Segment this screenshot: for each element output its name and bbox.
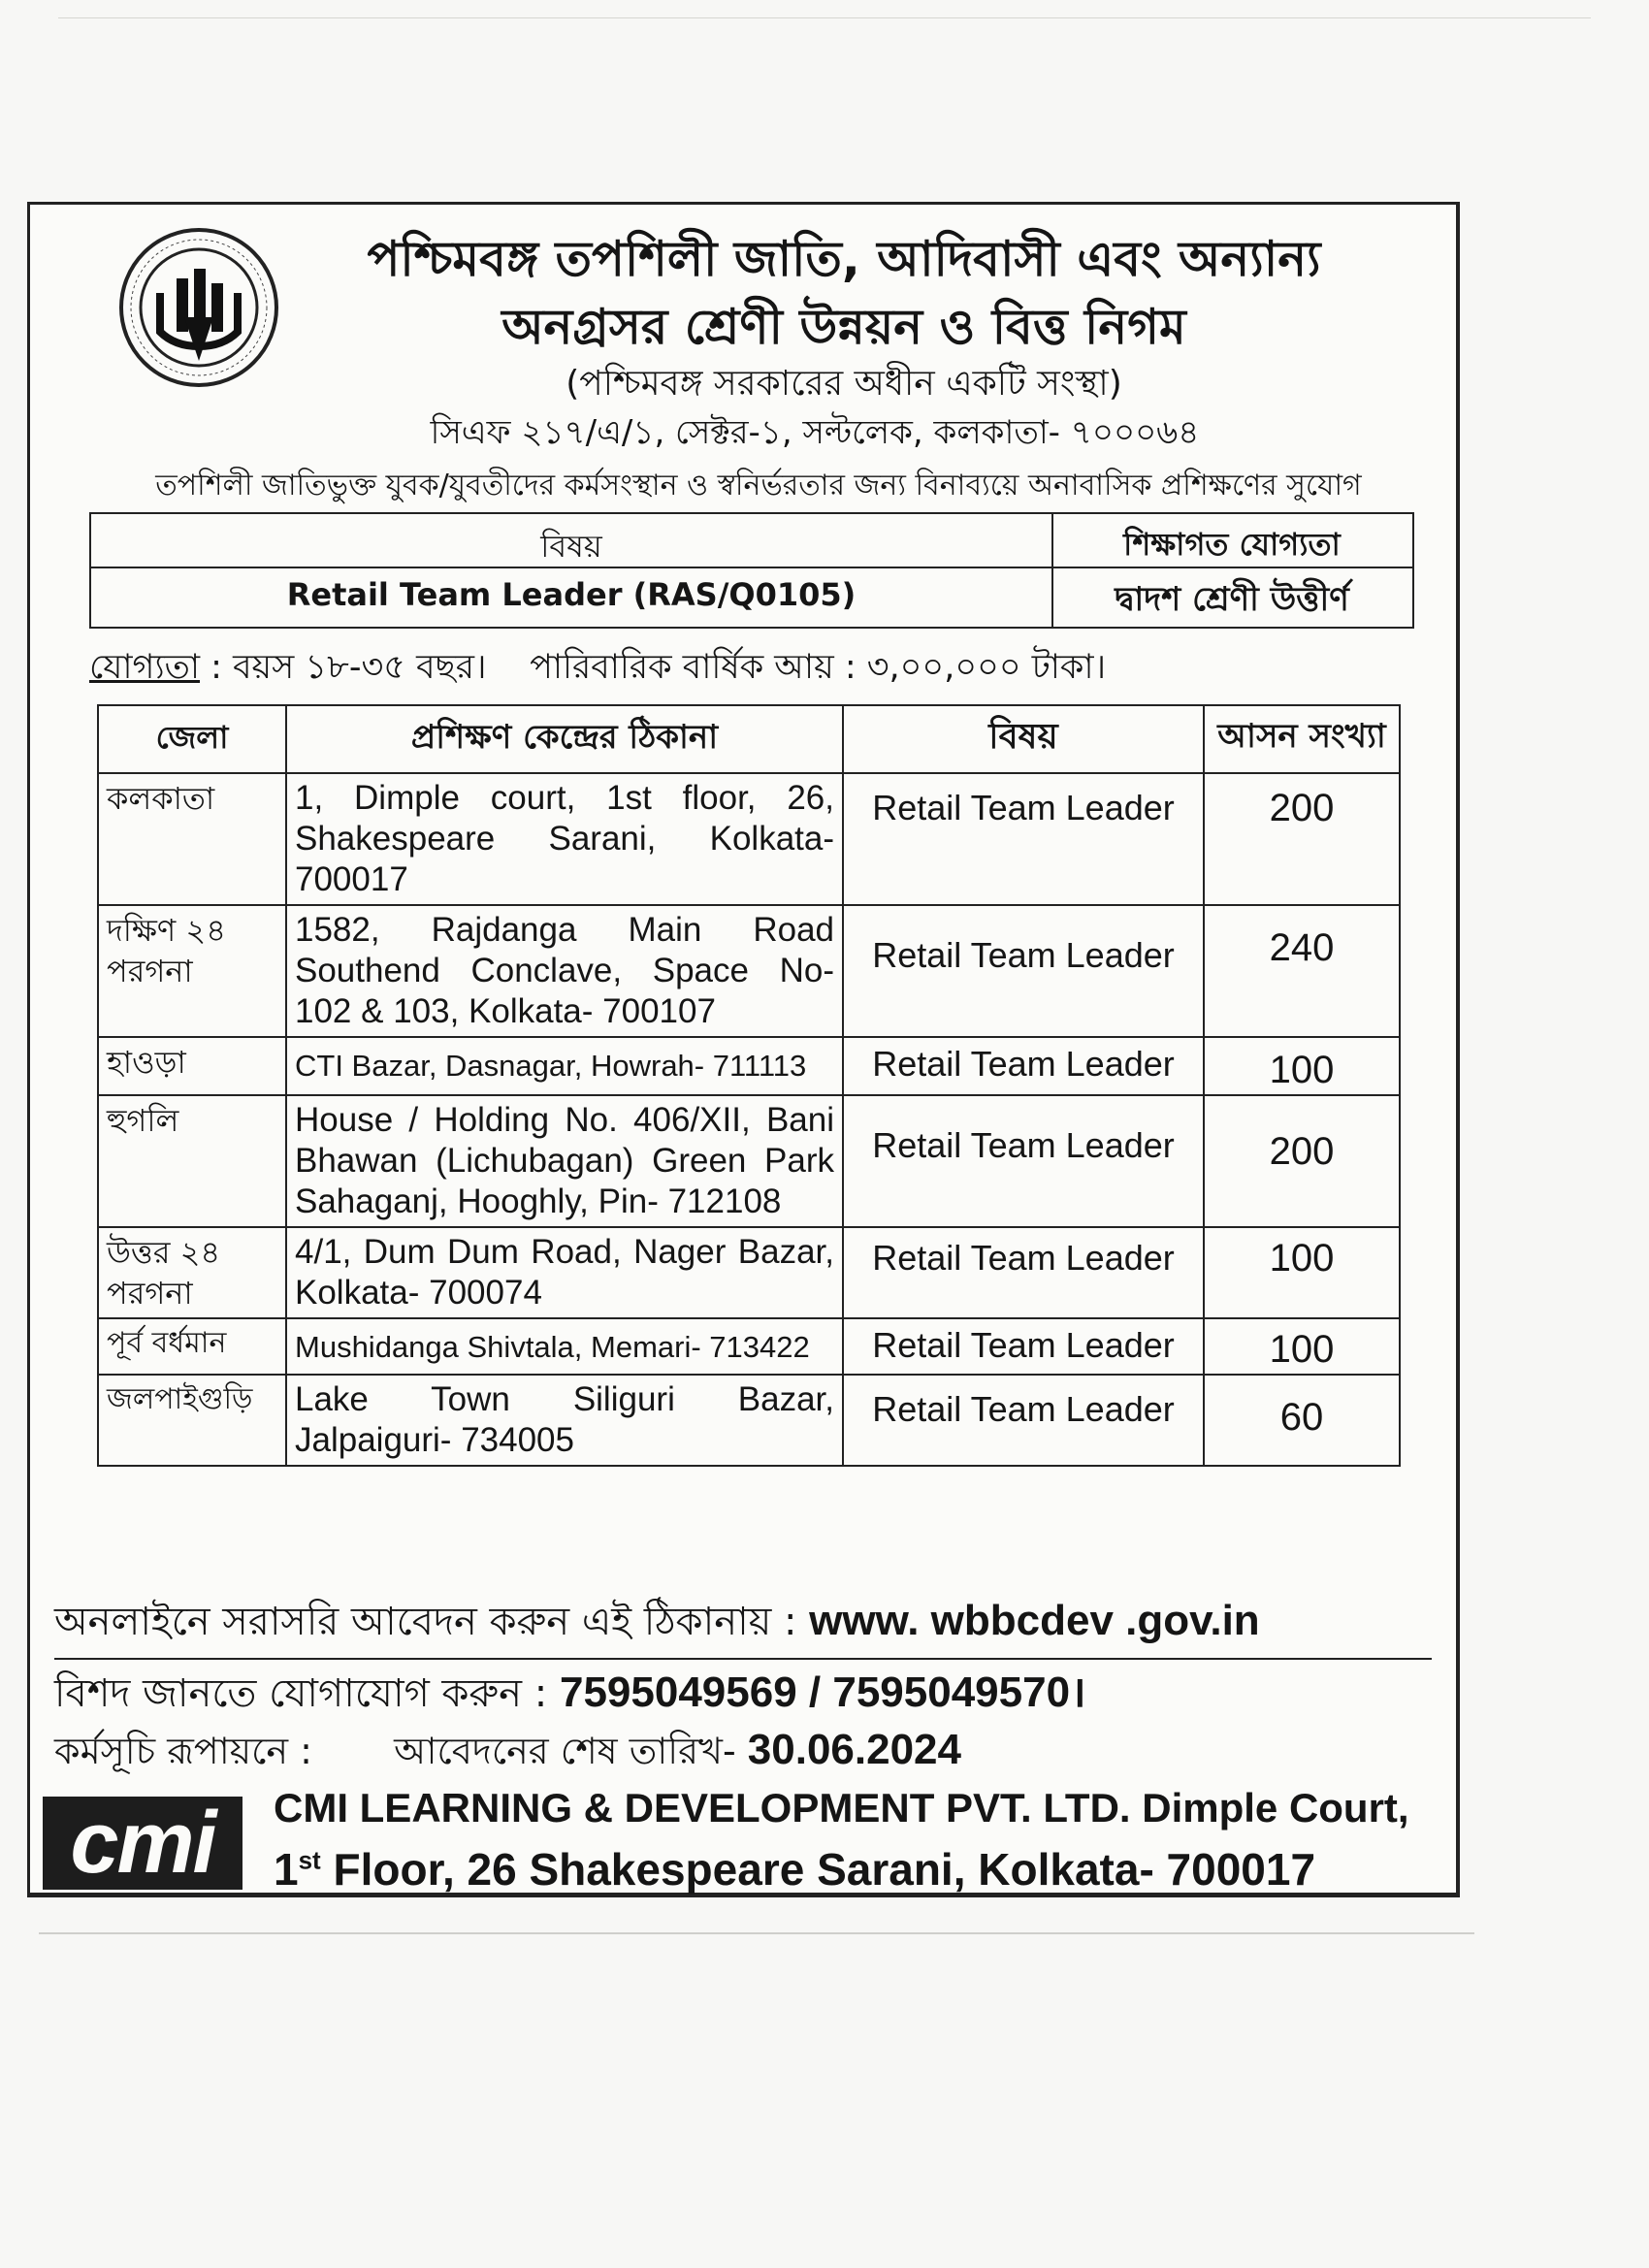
course-subject-header: বিষয় [540,528,602,565]
subject-cell: Retail Team Leader [843,1375,1204,1466]
cmi-logo [43,1797,242,1890]
floor-number: 1 [274,1844,299,1895]
org-name-line1: পশ্চিমবঙ্গ তপশিলী জাতি, আদিবাসী এবং অন্যান্য [367,231,1321,287]
district-cell: দক্ষিণ ২৪ পরগনা [98,905,286,1037]
subject-cell: Retail Team Leader [843,1318,1204,1375]
seats-cell: 240 [1204,905,1400,1037]
last-date: 30.06.2024 [747,1726,961,1773]
apply-online-text: অনলাইনে সরাসরি আবেদন করুন এই ঠিকানায় : [54,1600,797,1644]
cmi-logo-text: cmi [70,1795,215,1892]
table-header-row [98,705,1400,773]
floor-suffix: st [298,1845,321,1875]
header-address: প্রশিক্ষণ কেন্দ্রের ঠিকানা [286,705,843,773]
district-cell: জলপাইগুড়ি [98,1375,286,1466]
address-cell: 4/1, Dum Dum Road, Nager Bazar, Kolkata- 700074 [286,1227,843,1318]
header-seats: আসন সংখ্যা [1204,705,1400,773]
corporation-emblem-icon [116,225,281,390]
implementer-name: CMI LEARNING & DEVELOPMENT PVT. LTD. Dimple Court, [274,1785,1409,1831]
seats-cell: 100 [1204,1227,1400,1318]
address-cell: House / Holding No. 406/XII, Bani Bhawan (Lichubagan) Green Park Sahaganj, Hooghly, Pin- 712108 [286,1095,843,1227]
district-cell: হুগলি [98,1095,286,1227]
contact-phones: 7595049569 / 7595049570। [559,1669,1086,1716]
org-subtitle: (পশ্চিমবঙ্গ সরকারের অধীন একটি সংস্থা) [566,364,1122,404]
seats-cell: 100 [1204,1318,1400,1375]
table-row [98,905,1400,1037]
training-centres-table [97,704,1401,1467]
eligibility-age: বয়স ১৮-৩৫ বছর। [233,648,487,687]
implementer-label: কর্মসূচি রূপায়নে : [54,1730,312,1772]
table-row [98,1037,1400,1095]
seats-cell: 100 [1204,1037,1400,1095]
implementer-line [54,1723,1121,1785]
course-qualification-header: শিক্ষাগত যোগ্যতা [1123,526,1341,563]
bottom-scan-rule [39,1932,1474,1934]
website-link[interactable]: www. wbbcdev .gov.in [809,1597,1260,1644]
org-address: সিএফ ২১৭/এ/১, সেক্টর-১, সল্টলেক, কলকাতা- ৭০০০৬৪ [430,413,1200,452]
org-name-line2: অনগ্রসর শ্রেণী উন্নয়ন ও বিত্ত নিগম [501,299,1186,355]
page-top-rule [58,17,1591,18]
header-subject: বিষয় [843,705,1204,773]
subject-cell: Retail Team Leader [843,773,1204,905]
eligibility-label: যোগ্যতা [89,648,201,687]
contact-line [54,1661,1432,1728]
address-cell: 1582, Rajdanga Main Road Southend Conclave, Space No- 102 & 103, Kolkata- 700107 [286,905,843,1037]
district-cell: হাওড়া [98,1037,286,1095]
district-cell: কলকাতা [98,773,286,905]
last-date-label: আবেদনের শেষ তারিখ- [394,1730,736,1772]
address-cell: Mushidanga Shivtala, Memari- 713422 [286,1318,843,1375]
implementer-address-rest: Floor, 26 Shakespeare Sarani, Kolkata- 700017 [320,1844,1316,1895]
contact-text: বিশদ জানতে যোগাযোগ করুন : [54,1671,548,1716]
subject-cell: Retail Team Leader [843,1227,1204,1318]
course-qualification: দ্বাদশ শ্রেণী উত্তীর্ণ [1115,580,1349,619]
course-subject: Retail Team Leader (RAS/Q0105) [286,576,857,613]
eligibility-income: পারিবারিক বার্ষিক আয় : ৩,০০,০০০ টাকা। [530,648,1107,687]
table-row [98,1227,1400,1318]
header-district: জেলা [98,705,286,773]
district-cell: পূর্ব বর্ধমান [98,1318,286,1375]
table-row [98,1095,1400,1227]
table-row [98,1318,1400,1375]
table-row [98,773,1400,905]
seats-cell: 200 [1204,773,1400,905]
address-cell: CTI Bazar, Dasnagar, Howrah- 711113 [286,1037,843,1095]
address-cell: Lake Town Siliguri Bazar, Jalpaiguri- 734005 [286,1375,843,1466]
course-box [89,512,1414,629]
seats-cell: 200 [1204,1095,1400,1227]
implementer-address [274,1843,1438,1895]
eligibility-line: যোগ্যতা : বয়স ১৮-৩৫ বছর। পারিবারিক বার্ষিক আয় : ৩,০০,০০০ টাকা। [89,648,1107,687]
address-cell: 1, Dimple court, 1st floor, 26, Shakespeare Sarani, Kolkata- 700017 [286,773,843,905]
district-cell: উত্তর ২৪ পরগনা [98,1227,286,1318]
subject-cell: Retail Team Leader [843,905,1204,1037]
table-row [98,1375,1400,1466]
seats-cell: 60 [1204,1375,1400,1466]
subject-cell: Retail Team Leader [843,1095,1204,1227]
scheme-description: তপশিলী জাতিভুক্ত যুবক/যুবতীদের কর্মসংস্থান ও স্বনির্ভরতার জন্য বিনাব্যয়ে অনাবাসিক প্রশিক্ষণের সুযোগ [155,469,1362,502]
subject-cell: Retail Team Leader [843,1037,1204,1095]
apply-online-line [54,1591,1432,1660]
